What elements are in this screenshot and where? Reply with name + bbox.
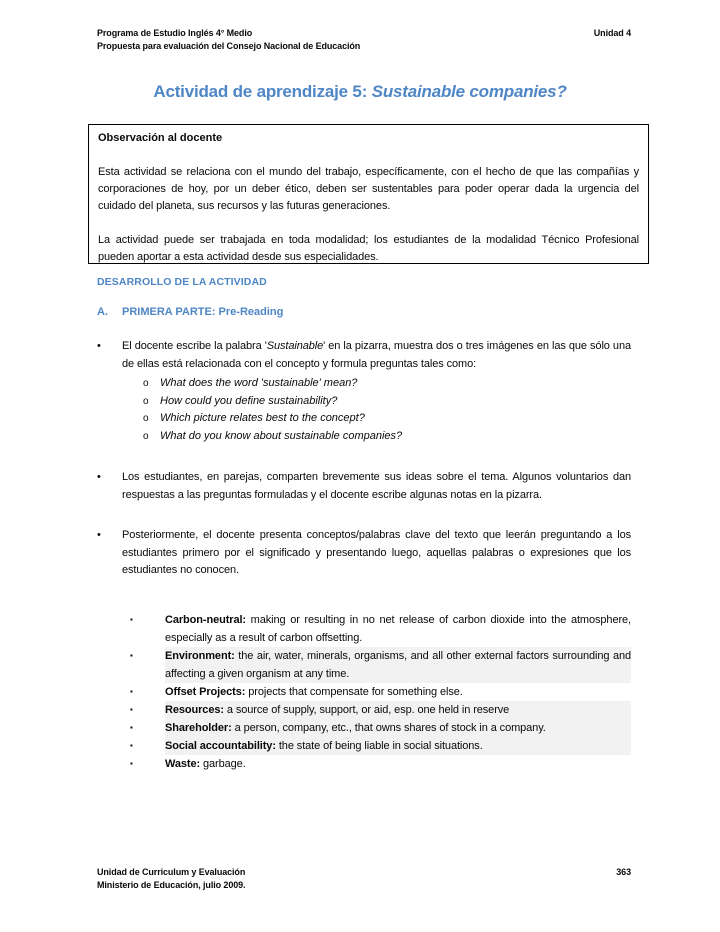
circle-bullet-icon: o [143,413,149,424]
vocabulary-term: Environment: [165,649,235,662]
vocabulary-term: Offset Projects: [165,685,246,698]
vocabulary-text [165,683,631,701]
vocabulary-definition: garbage. [200,757,246,770]
square-bullet-icon: ▪ [130,704,133,714]
vocabulary-text [165,719,631,737]
vocabulary-item [130,737,631,755]
vocabulary-item [130,755,631,773]
vocabulary-definition: projects that compensate for something else. [245,685,463,698]
question-text: What does the word 'sustainable' mean? [160,377,358,389]
vocabulary-item [130,683,631,701]
section-heading: DESARROLLO DE LA ACTIVIDAD [97,276,267,288]
bullet-icon: • [97,471,101,483]
question-item [143,410,631,428]
page-title-prefix: Actividad de aprendizaje 5: [153,82,372,101]
footer-unit-line: Unidad de Curriculum y Evaluación [97,867,246,877]
program-title: Programa de Estudio Inglés 4° Medio [97,28,253,38]
square-bullet-icon: ▪ [130,758,133,768]
vocabulary-definition: making or resulting in no net release of carbon dioxide into the atmosphere, especially as a result of carbon offsetting. [165,613,631,644]
question-item [143,375,631,393]
question-text: What do you know about sustainable companies? [160,429,403,442]
question-item [143,393,631,411]
running-footer [97,866,631,892]
footer-left [97,866,245,892]
activity-content [97,338,631,773]
header-left [97,27,360,53]
subsection-heading [97,306,283,318]
subsection-text: PRIMERA PARTE: Pre-Reading [122,306,284,318]
bullet-icon: • [97,529,101,541]
vocabulary-term: Shareholder: [165,721,232,734]
vocabulary-item [130,701,631,719]
vocabulary-text [165,755,631,773]
circle-bullet-icon: o [143,430,149,442]
vocabulary-item [130,611,631,647]
activity-step-2 [97,469,631,504]
question-text: Which picture relates best to the concept? [160,412,365,424]
page-title [0,82,720,102]
observation-paragraph: Esta actividad se relaciona con el mundo del trabajo, específicamente, con el hecho de que las compañías y corporaciones de hoy, por un deber ético, deben ser sustentables para poder operar dada la urgencia del cuidado del planeta, sus recursos y las futuras generaciones. [98,166,639,212]
step-1-text-post: ' en la pizarra, muestra dos o tres imágenes en las que sólo una de ellas está relacionada con el concepto y formula preguntas tales como: [122,340,631,370]
vocabulary-term: Waste: [165,757,201,770]
activity-step-2-text: Los estudiantes, en parejas, comparten brevemente sus ideas sobre el tema. Algunos voluntarios dan respuestas a las preguntas formuladas y el docente escribe algunas notas en la pizarra. [122,471,631,501]
vocabulary-item [130,647,631,683]
vocabulary-text [165,647,631,683]
vocabulary-text [165,701,631,719]
vocabulary-term: Carbon-neutral: [165,613,247,626]
circle-bullet-icon: o [143,378,149,389]
bullet-icon: • [97,340,101,352]
vocabulary-definition: the state of being liable in social situations. [275,739,483,752]
vocabulary-list [130,611,631,773]
activity-step-1 [97,338,631,373]
square-bullet-icon: ▪ [130,722,133,732]
page-number: 363 [616,867,631,877]
vocabulary-definition: a source of supply, support, or aid, esp. one held in reserve [223,703,510,716]
footer-ministry-line: Ministerio de Educación, julio 2009. [97,880,246,890]
square-bullet-icon: ▪ [130,614,133,624]
square-bullet-icon: ▪ [130,650,133,660]
vocabulary-term: Resources: [165,703,224,716]
pre-reading-questions-list [143,375,631,445]
circle-bullet-icon: o [143,395,149,407]
square-bullet-icon: ▪ [130,740,133,750]
question-text: How could you define sustainability? [160,394,338,407]
step-1-text-italic: Sustainable [266,340,324,352]
vocabulary-definition: the air, water, minerals, organisms, and all other external factors surrounding and affecting a given organism at any time. [165,649,631,680]
activity-step-1-text [122,338,631,373]
observation-paragraph: La actividad puede ser trabajada en toda modalidad; los estudiantes de la modalidad Técnico Profesional pueden aportar a esta actividad desde sus especialidades. [98,234,639,263]
unit-label: Unidad 4 [593,28,631,38]
step-1-text-pre: El docente escribe la palabra ' [122,340,267,352]
running-header [97,27,631,53]
vocabulary-item [130,719,631,737]
teacher-observation-box [88,124,649,264]
vocabulary-definition: a person, company, etc., that owns shares of stock in a company. [231,721,546,734]
subsection-label: A. [97,306,108,318]
program-subtitle: Propuesta para evaluación del Consejo Nacional de Educación [97,41,361,51]
observation-box-heading: Observación al docente [98,132,223,144]
vocabulary-text [165,737,631,755]
question-item [143,428,631,446]
activity-step-3-text: Posteriormente, el docente presenta conceptos/palabras clave del texto que leerán preguntando a los estudiantes primero por el significado y presentando luego, aquellas palabras o expresiones que los estudiantes no conocen. [122,529,631,576]
square-bullet-icon: ▪ [130,686,133,696]
page-title-italic: Sustainable companies? [371,82,567,101]
vocabulary-term: Social accountability: [165,739,276,752]
activity-step-3 [97,527,631,580]
vocabulary-text [165,611,631,647]
